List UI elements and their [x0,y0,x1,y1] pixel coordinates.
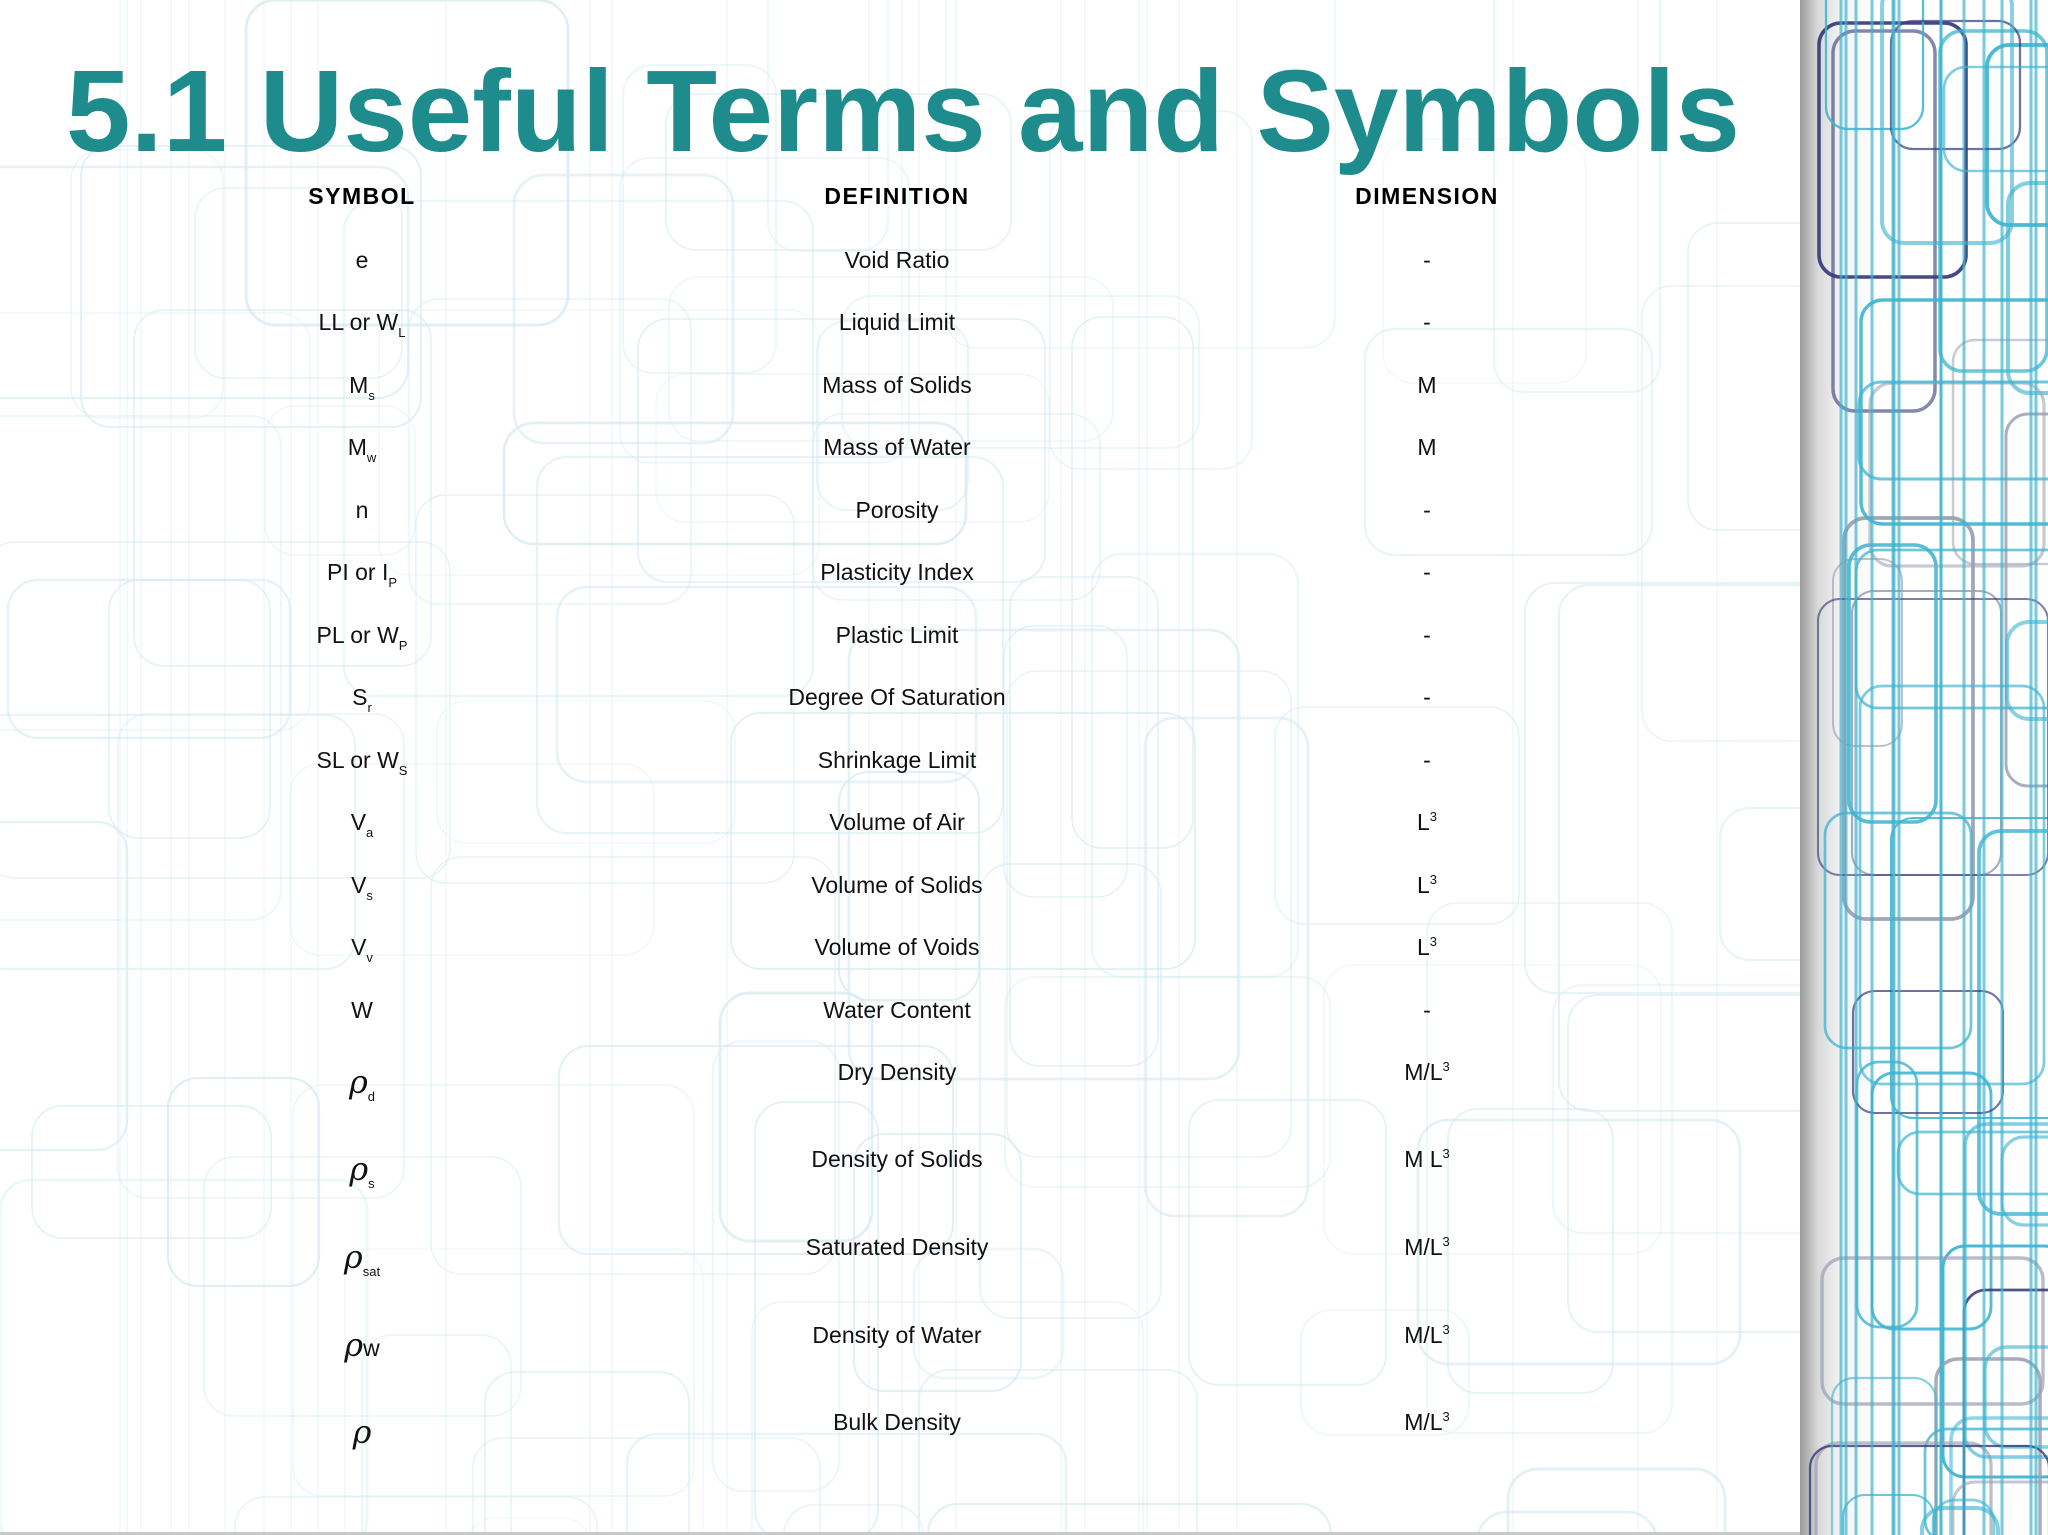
pattern-shape [362,1335,511,1535]
pattern-shape [919,1370,1197,1535]
dimension-exponent: 3 [1429,934,1438,949]
decorative-side-panel [1800,0,2048,1535]
pattern-shape [0,822,127,1150]
pattern-shape [1365,329,1652,555]
symbol-cell [351,997,373,1024]
symbol-cell [349,1150,374,1191]
dimension-base: M [1417,434,1437,460]
symbol-cell [327,559,397,590]
definition-cell: Liquid Limit [838,309,956,335]
dimension-base: - [1423,997,1431,1023]
panel-line-shape [1833,31,1935,411]
dimension-base: M/L [1404,1059,1443,1085]
definition-cell: Shrinkage Limit [817,747,977,773]
dimension-base: - [1423,309,1431,335]
dimension-cell [1423,559,1431,586]
pattern-shape [134,310,431,666]
definition-cell: Water Content [823,997,971,1023]
pattern-shape [928,1504,1331,1535]
panel-line-shape [1857,1062,1917,1327]
symbol-base: e [355,247,369,273]
dimension-exponent: 3 [1429,872,1438,887]
symbol-cell [349,1063,375,1104]
symbol-cell [344,1238,380,1279]
pattern-shape [1448,1109,1613,1393]
symbol-subscript: v [366,950,373,965]
pattern-shape [1004,626,1127,897]
dimension-base: - [1423,622,1431,648]
dimension-base: M/L [1404,1322,1443,1348]
dimension-cell [1404,1234,1450,1261]
pattern-shape [1427,903,1672,1433]
symbol-cell [356,497,369,524]
pattern-shape [473,1438,820,1535]
definition-cell: Plasticity Index [820,559,974,585]
pattern-shape [1010,577,1158,1066]
symbol-subscript: a [366,825,374,840]
dimension-base: - [1423,747,1431,773]
symbol-cell [356,247,369,274]
symbol-cell [351,872,373,903]
pattern-shape [713,1041,839,1491]
pattern-shape [1189,1100,1386,1385]
dimension-base: - [1423,559,1431,585]
dimension-cell [1404,1322,1450,1349]
definition-cell: Degree Of Saturation [788,684,1006,710]
symbol-subscript: s [366,888,373,903]
pattern-shape [195,188,402,378]
pattern-shape [485,1372,689,1535]
symbol-subscript: d [367,1089,376,1104]
dimension-exponent: 3 [1442,1409,1450,1424]
pattern-shape [0,1180,367,1535]
panel-line-shape [1979,831,2048,1214]
dimension-exponent: 3 [1442,1322,1450,1337]
symbol-cell [317,747,408,778]
symbol-subscript: s [368,388,375,403]
dimension-base: M [1417,372,1437,398]
dimension-base: - [1423,247,1431,273]
symbol-subscript: P [388,575,398,590]
panel-line-shape [1856,550,2048,708]
pattern-shape [1007,671,1291,1157]
definition-cell: Void Ratio [844,247,950,273]
dimension-cell [1423,622,1431,649]
definition-cell: Saturated Density [805,1234,989,1260]
pattern-shape [431,857,835,1274]
dimension-cell [1417,372,1436,399]
dimension-cell [1423,497,1431,524]
symbol-cell [319,309,406,340]
pattern-shape [817,321,971,510]
page-title: 5.1 Useful Terms and Symbols [66,46,1740,176]
pattern-shape [409,299,691,604]
symbol-base: M [349,372,369,398]
panel-line-shape [1898,1132,2048,1194]
panel-line-shape [1852,591,2001,875]
symbol-base: M [347,434,367,460]
symbol-cell [348,434,377,465]
definition-cell: Density of Solids [811,1146,983,1172]
symbol-base: PI or I [326,559,389,585]
dimension-base: L [1416,872,1430,898]
dimension-base: L [1416,934,1430,960]
dimension-cell [1404,1146,1450,1173]
symbol-base: W [351,997,373,1023]
panel-line-shape [1844,518,1973,919]
dimension-exponent: 3 [1442,1059,1450,1074]
symbol-cell [317,622,408,653]
panel-line-shape [2007,622,2048,719]
symbol-suffix: w [363,1335,380,1361]
symbol-base: SL or W [316,747,399,773]
definition-cell: Volume of Solids [811,872,983,898]
symbol-subscript: S [398,763,408,778]
dimension-exponent: 3 [1442,1146,1450,1161]
definition-cell: Porosity [855,497,939,523]
definition-cell: Mass of Solids [822,372,972,398]
pattern-shape [0,715,355,969]
symbol-cell [351,934,373,965]
definition-cell: Bulk Density [833,1409,961,1435]
dimension-cell [1417,434,1436,461]
pattern-shape [265,406,415,555]
rho-symbol: ρ [349,1150,369,1188]
pattern-shape [1145,718,1308,1216]
decorative-lines-graphic [1800,0,2048,1535]
pattern-shape [669,277,1113,441]
rho-symbol: ρ [348,1063,368,1101]
panel-line-shape [1872,1073,1991,1329]
definition-cell: Plastic Limit [835,622,959,648]
rho-symbol: ρ [352,1413,372,1451]
dimension-cell [1417,934,1437,961]
dimension-cell [1423,247,1431,274]
dimension-base: - [1423,497,1431,523]
dimension-cell [1404,1409,1450,1436]
pattern-shape [168,1078,319,1286]
pattern-shape [416,495,794,883]
dimension-cell [1417,809,1437,836]
pattern-shape [344,201,813,696]
pattern-shape [914,1249,1063,1378]
pattern-shape [437,701,735,843]
symbol-subscript: L [398,325,406,340]
panel-line-shape [1832,1378,1936,1535]
definition-cell: Density of Water [812,1322,982,1348]
dimension-cell [1423,309,1431,336]
dimension-exponent: 3 [1429,809,1438,824]
symbol-subscript: s [368,1176,375,1191]
symbol-cell [351,809,374,840]
dimension-cell [1404,1059,1450,1086]
dimension-base: M/L [1404,1234,1443,1260]
pattern-shape [345,1249,703,1535]
symbol-cell [344,1326,379,1364]
symbol-subscript: sat [362,1264,381,1279]
pattern-shape [627,1434,1066,1535]
dimension-cell [1423,997,1431,1024]
dimension-base: L [1416,809,1430,835]
dimension-cell [1423,684,1431,711]
column-header-definition: DEFINITION [824,183,970,209]
symbol-subscript: P [398,638,408,653]
rho-symbol: ρ [344,1326,364,1364]
pattern-shape [290,764,654,955]
definition-cell: Dry Density [837,1059,957,1085]
dimension-cell [1417,872,1437,899]
pattern-shape [1508,1469,1725,1535]
pattern-shape [1005,977,1330,1187]
pattern-shape [71,150,223,418]
definition-cell: Volume of Voids [814,934,980,960]
definition-cell: Volume of Air [829,809,965,835]
pattern-shape [1072,317,1193,848]
dimension-base: - [1423,684,1431,710]
pattern-shape [1275,707,1519,924]
column-header-symbol: SYMBOL [308,183,416,209]
definition-cell: Mass of Water [823,434,971,460]
pattern-shape [32,1106,271,1238]
dimension-base: M/L [1404,1409,1443,1435]
dimension-cell [1423,747,1431,774]
symbol-cell [352,684,372,715]
panel-line-shape [2002,1137,2048,1225]
symbol-base: LL or W [318,309,399,335]
symbol-base: V [350,809,367,835]
symbol-subscript: r [367,700,372,715]
symbol-base: n [355,497,369,523]
symbol-base: V [351,872,367,898]
column-header-dimension: DIMENSION [1355,183,1499,209]
symbol-cell [349,372,375,403]
symbol-base: V [351,934,367,960]
symbol-subscript: w [366,450,377,465]
symbol-base: S [352,684,368,710]
symbol-base: PL or W [316,622,399,648]
symbol-cell [353,1413,372,1451]
dimension-exponent: 3 [1442,1234,1450,1249]
pattern-shape [235,1497,597,1535]
rho-symbol: ρ [343,1238,363,1276]
dimension-base: M L [1404,1146,1443,1172]
